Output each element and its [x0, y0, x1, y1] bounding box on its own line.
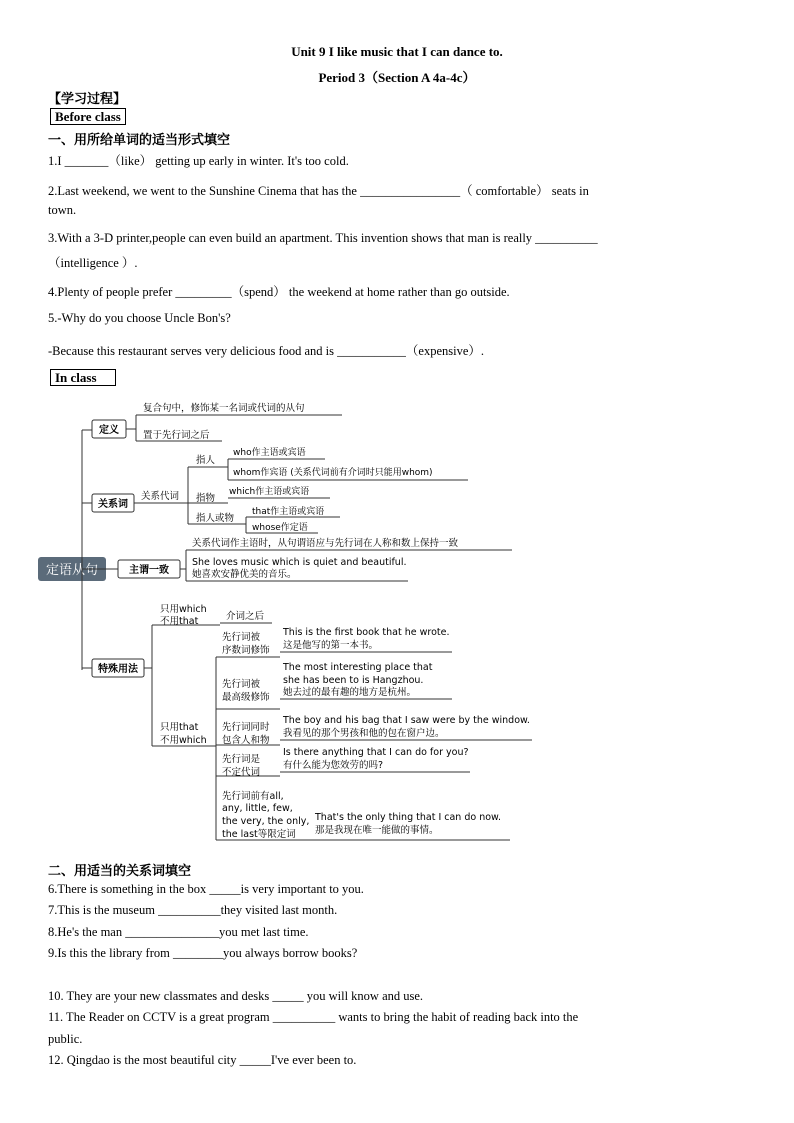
zhuwei-label: 主谓一致 [129, 565, 169, 576]
question-8: 8.He's the man _______________you met last time. [48, 925, 309, 939]
case3-en: The boy and his bag that I saw were by the window. [283, 715, 530, 726]
after-prep: 介词之后 [226, 611, 265, 622]
question-2-cont: town. [48, 203, 77, 217]
question-1: 1.I _______（like） getting up early in winter. It's too cold. [48, 154, 349, 168]
only-that-1: 只用that [160, 722, 199, 733]
case4-cond-1: 先行词是 [222, 754, 261, 765]
guanxici-sub: 关系代词 [141, 491, 180, 502]
zhuwei-rule: 关系代词作主语时，从句谓语应与先行词在人称和数上保持一致 [192, 538, 459, 549]
question-10: 10. They are your new classmates and desks _____ you will know and use. [48, 989, 424, 1003]
relative-clause-mindmap [0, 390, 794, 850]
case2-en-2: she has been to is Hangzhou. [283, 675, 424, 686]
case3-cond-1: 先行词同时 [222, 722, 270, 733]
before-class-label: Before class [50, 108, 126, 125]
question-11-cont: public. [48, 1032, 83, 1046]
in-class-label: In class [50, 369, 116, 386]
only-which-1: 只用which [160, 604, 207, 615]
root-node-label: 定语从句 [45, 563, 99, 578]
case1-en: This is the first book that he wrote. [283, 627, 450, 638]
question-3: 3.With a 3-D printer,people can even build an apartment. This invention shows that man is really __________ [48, 231, 598, 245]
zhiren-item-2: whom作宾语 (关系代词前有介词时只能用whom) [233, 468, 433, 478]
case3-cn: 我看见的那个男孩和他的包在窗户边。 [283, 728, 445, 739]
case1-cond-2: 序数词修饰 [222, 645, 270, 656]
case4-cn: 有什么能为您效劳的吗? [283, 760, 384, 771]
question-12: 12. Qingdao is the most beautiful city _____I've ever been to. [48, 1053, 357, 1067]
zhuwei-example-en: She loves music which is quiet and beautiful. [192, 557, 407, 568]
case2-cond-1: 先行词被 [222, 679, 261, 690]
zhuwei-example-cn: 她喜欢安静优美的音乐。 [192, 569, 297, 580]
question-6: 6.There is something in the box _____is very important to you. [48, 882, 364, 896]
question-7: 7.This is the museum __________they visited last month. [48, 903, 338, 917]
section2-title: 二、用适当的关系词填空 [48, 864, 192, 879]
question-11: 11. The Reader on CCTV is a great program __________ wants to bring the habit of reading back into the [48, 1010, 579, 1024]
case5-cond-4: the last等限定词 [222, 829, 296, 840]
zhiwu-item: which作主语或宾语 [229, 487, 310, 497]
renwu-label: 指人或物 [196, 513, 235, 524]
question-9: 9.Is this the library from ________you always borrow books? [48, 946, 358, 960]
dingyi-line-1: 复合句中，修饰某一名词或代词的从句 [143, 403, 305, 414]
renwu-item-1: that作主语或宾语 [252, 507, 325, 517]
page-title: Unit 9 I like music that I can dance to. [291, 44, 503, 59]
case3-cond-2: 包含人和物 [222, 735, 270, 746]
dingyi-label: 定义 [99, 425, 119, 436]
question-5-answer: -Because this restaurant serves very delicious food and is ___________（expensive）. [48, 344, 485, 358]
case1-cn: 这是他写的第一本书。 [283, 640, 379, 651]
question-3-cont: （intelligence ）. [48, 256, 138, 270]
page-subtitle: Period 3（Section A 4a-4c） [318, 70, 476, 85]
case5-cond-2: any, little, few, [222, 803, 293, 814]
case5-cond-3: the very, the only, [222, 816, 310, 827]
zhiren-item-1: who作主语或宾语 [233, 448, 306, 458]
renwu-item-2: whose作定语 [252, 523, 308, 533]
case1-cond-1: 先行词被 [222, 632, 261, 643]
question-4: 4.Plenty of people prefer _________（spend） the weekend at home rather than go outside. [48, 285, 510, 299]
question-2: 2.Last weekend, we went to the Sunshine Cinema that has the ________________（ comfortable） seats in [48, 184, 589, 198]
zhiwu-label: 指物 [196, 493, 216, 504]
question-5: 5.-Why do you choose Uncle Bon's? [48, 311, 231, 325]
teshu-label: 特殊用法 [98, 664, 138, 675]
case2-cn: 她去过的最有趣的地方是杭州。 [283, 687, 417, 698]
zhiren-label: 指人 [196, 455, 216, 466]
guanxici-label: 关系词 [98, 499, 128, 510]
section1-title: 一、用所给单词的适当形式填空 [48, 133, 231, 148]
only-which-2: 不用that [160, 616, 199, 627]
case2-cond-2: 最高级修饰 [222, 692, 270, 703]
case5-cn: 那是我现在唯一能做的事情。 [315, 825, 439, 836]
case2-en-1: The most interesting place that [283, 662, 433, 673]
dingyi-line-2: 置于先行词之后 [143, 430, 210, 441]
process-label: 【学习过程】 [48, 92, 127, 107]
case4-cond-2: 不定代词 [222, 767, 261, 778]
case4-en: Is there anything that I can do for you? [283, 747, 469, 758]
case5-cond-1: 先行词前有all, [222, 791, 284, 802]
case5-en: That's the only thing that I can do now. [315, 812, 501, 823]
only-that-2: 不用which [160, 735, 207, 746]
